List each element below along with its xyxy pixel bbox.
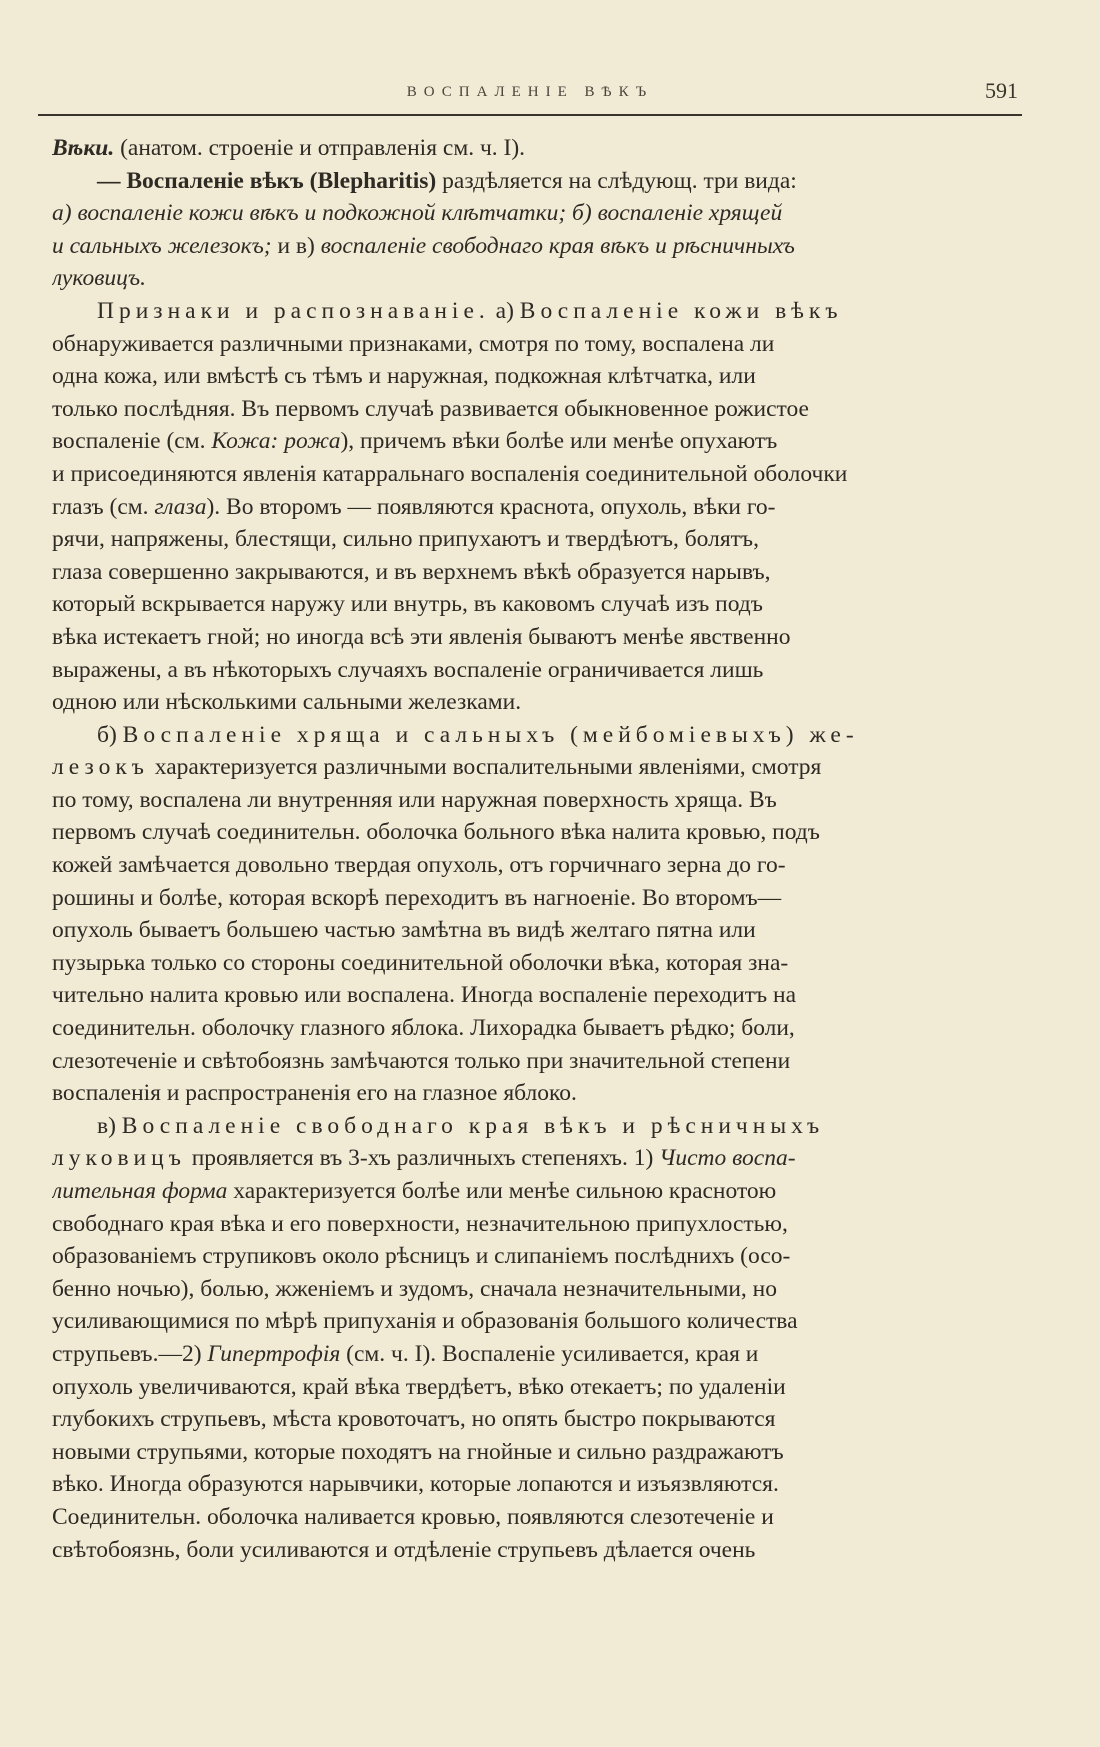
text-line: луковицъ проявляется въ 3-хъ различныхъ степеняхъ. 1) Чисто воспа-	[52, 1145, 796, 1172]
page-header	[38, 78, 1022, 116]
text-line: глаза совершенно закрываются, и въ верхнемъ вѣкѣ образуется нарывъ,	[52, 558, 771, 585]
text-line: первомъ случаѣ соединительн. оболочка больного вѣка налита кровью, подъ	[52, 819, 820, 846]
article-body	[52, 132, 1022, 1566]
page-number: 591	[985, 78, 1018, 103]
text-line: Вѣки. (анатом. строеніе и отправленія см. ч. I).	[52, 135, 526, 161]
running-title: ВОСПАЛЕНІЕ ВѢКЪ	[406, 84, 654, 100]
text-line: опухоль увеличиваются, край вѣка твердѣетъ, вѣко отекаетъ; по удаленіи	[52, 1373, 786, 1400]
text-line: по тому, воспалена ли внутренняя или наружная поверхность хряща. Въ	[52, 786, 777, 813]
text-line: воспаленіе (см. Кожа: рожа), причемъ вѣки болѣе или менѣе опухаютъ	[52, 428, 778, 455]
text-line: пузырька только со стороны соединительной оболочки вѣка, которая зна-	[52, 949, 789, 976]
text-line: выражены, а въ нѣкоторыхъ случаяхъ воспаленіе ограничивается лишь	[52, 656, 764, 683]
text-line: новыми струпьями, которые походятъ на гнойные и сильно раздражаютъ	[52, 1438, 784, 1465]
text-line: рошины и болѣе, которая вскорѣ переходитъ въ нагноеніе. Во второмъ—	[52, 884, 782, 911]
text-line: только послѣдняя. Въ первомъ случаѣ развивается обыкновенное рожистое	[52, 395, 809, 422]
text-line: соединительн. оболочку глазного яблока. Лихорадка бываетъ рѣдко; боли,	[52, 1015, 795, 1042]
text-line: свободнаго края вѣка и его поверхности, незначительною припухлостью,	[52, 1210, 788, 1237]
text-line: и присоединяются явленія катарральнаго воспаленія соединительной оболочки	[52, 460, 848, 487]
text-line: струпьевъ.—2) Гипертрофія (см. ч. I). Воспаленіе усиливается, края и	[52, 1340, 759, 1367]
text-line: бенно ночью), болью, жженіемъ и зудомъ, сначала незначительными, но	[52, 1275, 778, 1302]
text-line: свѣтобоязнь, боли усиливаются и отдѣленіе струпьевъ дѣлается очень	[52, 1536, 756, 1563]
text-line: Соединительн. оболочка наливается кровью, появляются слезотеченіе и	[52, 1503, 774, 1530]
text-line: обнаруживается различными признаками, смотря по тому, воспалена ли	[52, 330, 775, 357]
text-line: одною или нѣсколькими сальными железками.	[52, 689, 522, 716]
text-line: и сальныхъ железокъ; и в) воспаленіе свободнаго края вѣкъ и рѣсничныхъ	[52, 232, 795, 259]
text-line: глазъ (см. глаза). Во второмъ — появляются краснота, опухоль, вѣки го-	[52, 493, 776, 520]
text-line: рячи, напряжены, блестящи, сильно припухаютъ и твердѣютъ, болятъ,	[52, 526, 759, 553]
text-line: который вскрывается наружу или внутрь, въ каковомъ случаѣ изъ подъ	[52, 591, 763, 618]
text-line: вѣко. Иногда образуются нарывчики, которые лопаются и изъязвляются.	[52, 1471, 779, 1498]
text-line: глубокихъ струпьевъ, мѣста кровоточатъ, но опять быстро покрываются	[52, 1406, 776, 1433]
text-line: Признаки и распознаваніе. а) Воспаленіе кожи вѣкъ	[97, 297, 843, 324]
text-line: кожей замѣчается довольно твердая опухоль, отъ горчичнаго зерна до го-	[52, 852, 786, 879]
text-line: чительно налита кровью или воспалена. Иногда воспаленіе переходитъ на	[52, 982, 797, 1009]
text-line: а) воспаленіе кожи вѣкъ и подкожной клѣтчатки; б) воспаленіе хрящей	[52, 200, 783, 227]
text-line: луковицъ.	[52, 265, 146, 292]
text-line: б) Воспаленіе хряща и сальныхъ (мейбоміевыхъ) же-	[97, 721, 859, 748]
text-line: лезокъ характеризуется различными воспалительными явленіями, смотря	[52, 754, 822, 781]
text-line: воспаленія и распространенія его на глазное яблоко.	[52, 1080, 577, 1107]
text-line: слезотеченіе и свѣтобоязнь замѣчаются только при значительной степени	[52, 1047, 791, 1074]
text-line: усиливающимися по мѣрѣ припуханія и образованія большого количества	[52, 1308, 798, 1335]
text-line: образованіемъ струпиковъ около рѣсницъ и слипаніемъ послѣднихъ (осо-	[52, 1243, 791, 1270]
text-line: в) Воспаленіе свободнаго края вѣкъ и рѣсничныхъ	[97, 1112, 825, 1139]
text-line: лительная форма характеризуется болѣе или менѣе сильною краснотою	[52, 1178, 777, 1204]
text-line: — Воспаленіе вѣкъ (Blepharitis) раздѣляется на слѣдующ. три вида:	[97, 167, 797, 194]
text-line: вѣка истекаетъ гной; но иногда всѣ эти явленія бываютъ менѣе явственно	[52, 623, 791, 650]
text-line: опухоль бываетъ большею частью замѣтна въ видѣ желтаго пятна или	[52, 917, 756, 944]
text-line: одна кожа, или вмѣстѣ съ тѣмъ и наружная, подкожная клѣтчатка, или	[52, 363, 756, 390]
